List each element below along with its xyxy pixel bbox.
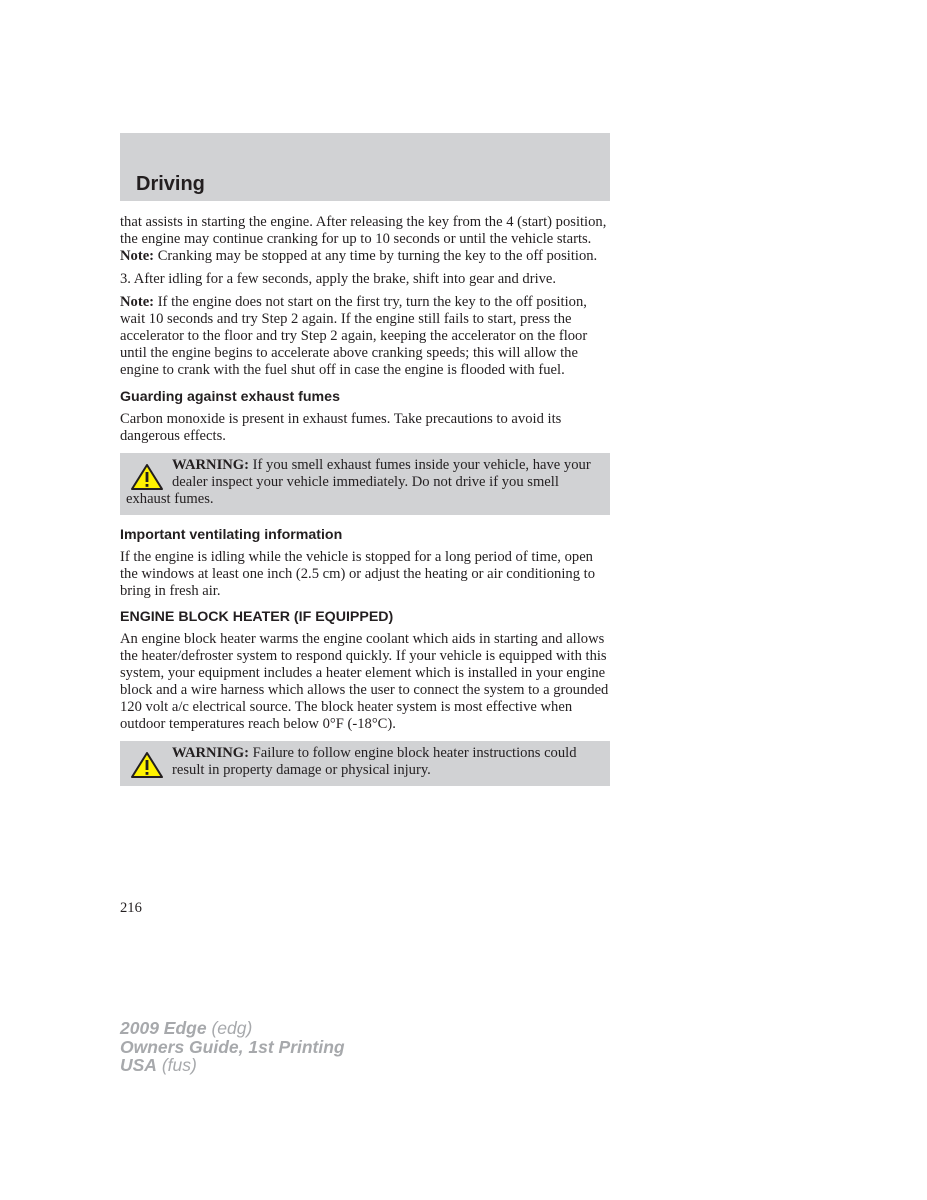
paragraph-ventilating: If the engine is idling while the vehicle is stopped for a long period of time, open the windows at least one inch (2.5 cm) or adjust the heating or air conditioning to bring in fresh air. — [120, 549, 595, 599]
footer-model: 2009 Edge — [120, 1018, 207, 1038]
note-cranking — [120, 248, 610, 265]
paragraph-carbon-monoxide: Carbon monoxide is present in exhaust fumes. Take precautions to avoid its dangerous effects. — [120, 411, 562, 444]
warning-triangle-icon — [130, 751, 164, 779]
heading-block-heater: ENGINE BLOCK HEATER (IF EQUIPPED) — [120, 609, 394, 625]
footer-line-model — [120, 1019, 345, 1038]
heading-ventilating: Important ventilating information — [120, 527, 343, 543]
footer-market: USA — [120, 1055, 157, 1075]
paragraph-block-heater: An engine block heater warms the engine coolant which aids in starting and allows the heater/defroster system to respond quickly. If your vehicle is equipped with this system, your equipment includes a heater element which is installed in your engine block and a wire harness which allows the user to connect the system to a grounded 120 volt a/c electrical source. The block heater system is most effective when outdoor temperatures reach below 0°F (-18°C). — [120, 631, 609, 732]
section-title: Driving — [136, 173, 205, 195]
paragraph-continued: that assists in starting the engine. After releasing the key from the 4 (start) position, the engine may continue cranking for up to 10 seconds or until the vehicle starts. — [120, 214, 607, 247]
footer-market-code: (fus) — [156, 1055, 197, 1075]
footer-line-guide: Owners Guide, 1st Printing — [120, 1036, 345, 1057]
page-content — [120, 214, 610, 798]
note-label: Note: — [120, 294, 155, 310]
note-engine-start — [120, 294, 610, 379]
warning-box-exhaust — [120, 453, 610, 515]
document-footer — [120, 1019, 345, 1075]
warning-text: Failure to follow engine block heater instructions could result in property damage or physical injury. — [172, 745, 577, 778]
step-3: 3. After idling for a few seconds, apply the brake, shift into gear and drive. — [120, 271, 557, 287]
footer-model-code: (edg) — [206, 1018, 253, 1038]
page-number: 216 — [120, 900, 142, 916]
heading-exhaust-fumes: Guarding against exhaust fumes — [120, 389, 340, 405]
warning-triangle-icon — [130, 463, 164, 491]
warning-text: If you smell exhaust fumes inside your vehicle, have your dealer inspect your vehicle immediately. Do not drive if you smell exhaust fumes. — [126, 457, 591, 507]
note-text: Cranking may be stopped at any time by turning the key to the off position. — [154, 248, 598, 264]
warning-label: WARNING: — [172, 745, 250, 761]
footer-line-market — [120, 1056, 345, 1075]
note-text: If the engine does not start on the first try, turn the key to the off position, wait 10 seconds and try Step 2 again. If the engine still fails to start, press the accelerator to the floor and try Step 2 again, keeping the accelerator on the floor until the engine begins to accelerate above cranking speeds; this will allow the engine to crank with the fuel shut off in case the engine is flooded with fuel. — [120, 294, 588, 378]
note-label: Note: — [120, 248, 155, 264]
section-header-band — [120, 133, 610, 201]
warning-box-block-heater — [120, 741, 610, 786]
warning-label: WARNING: — [172, 457, 250, 473]
